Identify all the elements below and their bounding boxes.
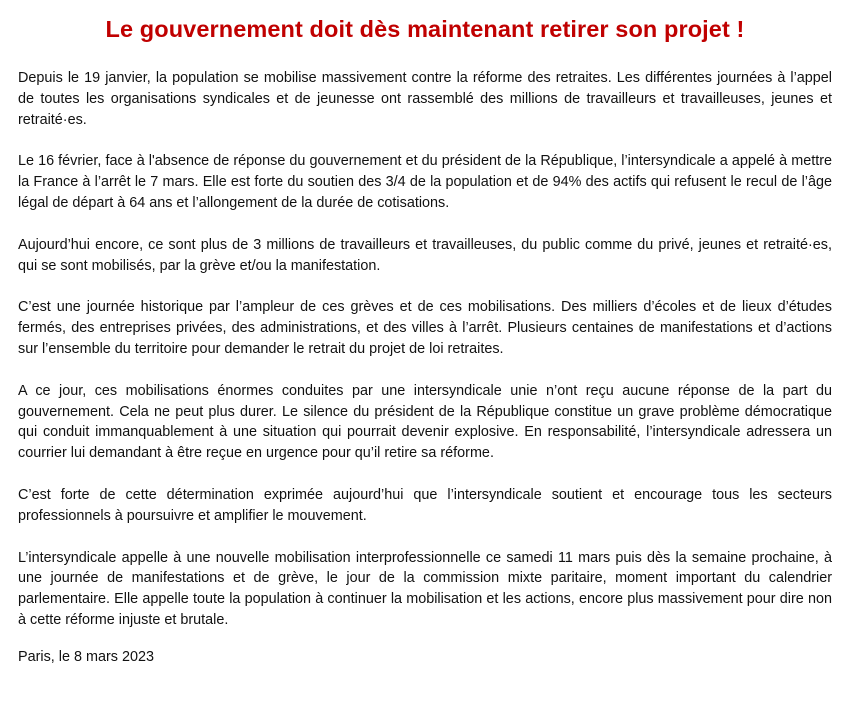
paragraph-journee-historique: C’est une journée historique par l’ampleur de ces grèves et de ces mobilisations. Des milliers d’écoles et de lieux d’études fermés, des entreprises privées, des administrations, et des villes à l’arrêt. Plusieurs centaines de manifestations et d’actions sur l’ensemble du territoire pour demander le retrait du projet de loi retraites. bbox=[18, 299, 832, 357]
paragraph-16-fevrier: Le 16 février, face à l'absence de réponse du gouvernement et du président de la République, l’intersyndicale a appelé à mettre la France à l’arrêt le 7 mars. Elle est forte du soutien des 3/4 de la population et de 94% des actifs qui refusent le recul de l’âge légal de départ à 64 ans et l’allongement de la durée de cotisations. bbox=[18, 153, 832, 211]
document-body bbox=[18, 68, 832, 668]
paragraph-mobilisation-depuis-janvier: Depuis le 19 janvier, la population se mobilise massivement contre la réforme des retraites. Les différentes journées à l’appel de toutes les organisations syndicales et de jeunesse ont rassemblé des millions de travailleurs et travailleuses, jeunes et retraité·es. bbox=[18, 70, 832, 128]
document bbox=[18, 0, 832, 668]
paragraph-determination: C’est forte de cette détermination exprimée aujourd’hui que l’intersyndicale soutient et encourage tous les secteurs professionnels à poursuivre et amplifier le mouvement. bbox=[18, 486, 832, 524]
signature-date: Paris, le 8 mars 2023 bbox=[18, 648, 154, 665]
paragraph-a-ce-jour: A ce jour, ces mobilisations énormes conduites par une intersyndicale unie n’ont reçu aucune réponse de la part du gouvernement. Cela ne peut plus durer. Le silence du président de la République constitue un grave problème démocratique qui conduit immanquablement à une situation qui pourrait devenir explosive. En responsabilité, l’intersyndicale adressera un courrier lui demandant à être reçue en urgence pour qu’il retire sa réforme. bbox=[18, 382, 832, 462]
paragraph-nouvelle-mobilisation: L’intersyndicale appelle à une nouvelle mobilisation interprofessionnelle ce samedi 11 mars puis dès la semaine prochaine, à une journée de manifestations et de grève, le jour de la commission mixte paritaire, moment important du calendrier parlementaire. Elle appelle toute la population à continuer la mobilisation et les actions, encore plus massivement pour dire non à cette réforme injuste et brutale. bbox=[18, 549, 832, 628]
document-title: Le gouvernement doit dès maintenant retirer son projet ! bbox=[105, 16, 745, 42]
paragraph-aujourdhui-encore: Aujourd’hui encore, ce sont plus de 3 millions de travailleurs et travailleuses, du public comme du privé, jeunes et retraité·es, qui se sont mobilisés, par la grève et/ou la manifestation. bbox=[18, 236, 832, 274]
